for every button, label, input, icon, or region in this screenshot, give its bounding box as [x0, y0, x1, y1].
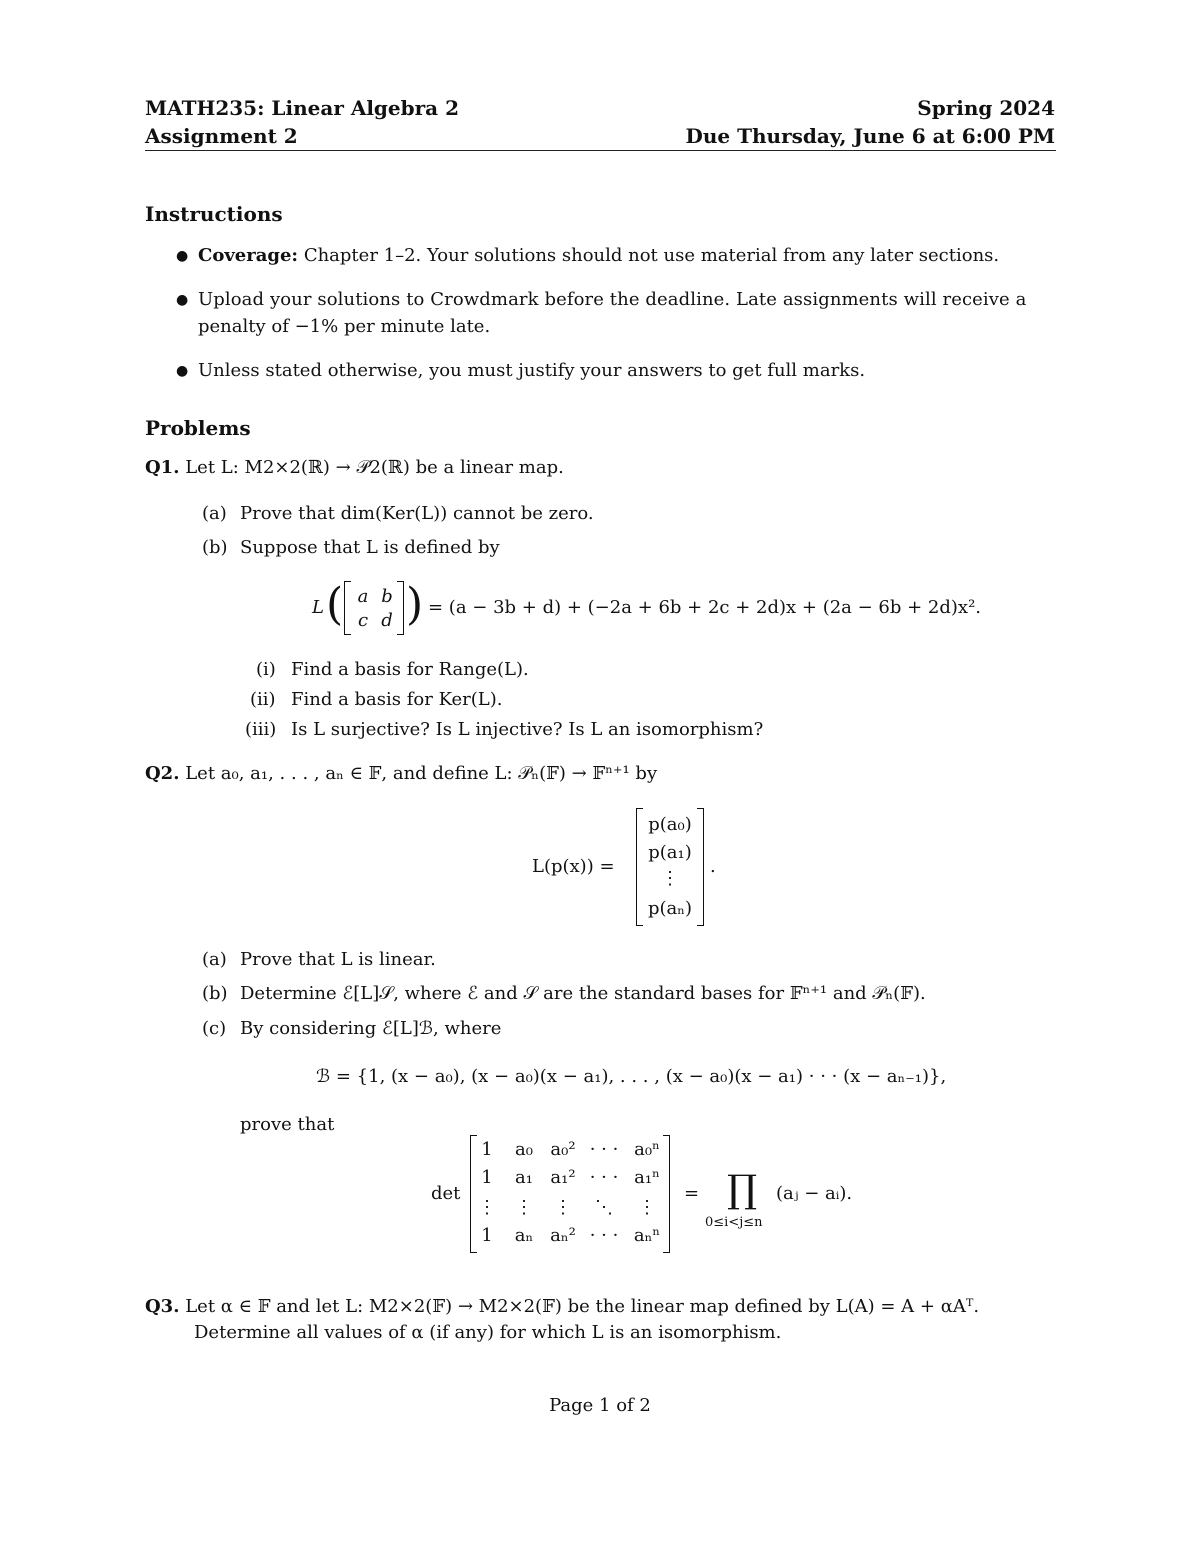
course-title: MATH235: Linear Algebra 2: [145, 96, 460, 120]
instruction-text: Chapter 1–2. Your solutions should not use material from any later sections.: [303, 245, 1000, 266]
q2-formula-lhs: L(p(x)) =: [532, 856, 615, 877]
matrix-entry: 1: [481, 1167, 493, 1188]
problems-heading: Problems: [145, 416, 251, 440]
matrix-entry: 1: [481, 1225, 493, 1246]
matrix-entry: · · ·: [589, 1225, 619, 1246]
left-paren: (: [326, 579, 344, 630]
matrix-entry: a₀ⁿ: [634, 1139, 660, 1160]
q1-iii-text: Is L surjective? Is L injective? Is L an isomorphism?: [291, 719, 764, 740]
q1-ii-text: Find a basis for Ker(L).: [291, 689, 503, 710]
bullet-icon: ●: [176, 292, 189, 308]
q2-vector: [636, 808, 704, 926]
matrix-entry: a₁: [515, 1167, 533, 1188]
instruction-item: [198, 245, 999, 266]
matrix-entry: b: [381, 586, 393, 607]
instruction-text: Upload your solutions to Crowdmark before the deadline. Late assignments will receive a: [198, 289, 1027, 310]
vector-entry: ⋮: [661, 868, 679, 889]
q1-formula-rhs: = (a − 3b + d) + (−2a + 6b + 2c + 2d)x + (2a − 6b + 2d)x².: [428, 597, 982, 618]
q1-b-label: (b): [202, 537, 228, 558]
q1-i-label: (i): [256, 659, 276, 680]
q2-c-label: (c): [202, 1018, 227, 1039]
page-number: Page 1 of 2: [549, 1395, 651, 1416]
instruction-text-cont: penalty of −1% per minute late.: [198, 316, 491, 337]
q2-label: Q2.: [145, 763, 180, 784]
q2-statement: [145, 763, 657, 784]
q1-a-text: Prove that dim(Ker(L)) cannot be zero.: [240, 503, 594, 524]
matrix-entry: a: [357, 586, 369, 607]
matrix-entry: ⋱: [595, 1197, 613, 1218]
matrix-entry: a₀: [515, 1139, 533, 1160]
matrix-entry: a₁ⁿ: [634, 1167, 660, 1188]
q3-statement: [145, 1296, 979, 1317]
matrix-entry: a₁²: [550, 1167, 576, 1188]
q2-a-label: (a): [202, 949, 227, 970]
q2-c-text: By considering ℰ[L]ℬ, where: [240, 1018, 502, 1039]
matrix-entry: a₀²: [550, 1139, 576, 1160]
q1-formula-lhs: L: [312, 597, 324, 618]
matrix-entry: aₙ: [514, 1225, 534, 1246]
matrix-entry: d: [381, 610, 393, 631]
q2-b-text: Determine ℰ[L]𝒮, where ℰ and 𝒮 are the standard bases for 𝔽ⁿ⁺¹ and 𝒫ₙ(𝔽).: [240, 983, 926, 1004]
q2-formula-end: .: [710, 856, 716, 877]
product-symbol: ∏: [727, 1167, 758, 1211]
matrix-entry: aₙ²: [550, 1225, 576, 1246]
vector-entry: p(aₙ): [647, 898, 693, 919]
q1-statement: [145, 457, 564, 478]
product-term: (aⱼ − aᵢ).: [776, 1183, 853, 1204]
q2-b-label: (b): [202, 983, 228, 1004]
q3-text: Let α ∈ 𝔽 and let L: M2×2(𝔽) → M2×2(𝔽) be the linear map defined by L(A) = A + αAᵀ.: [185, 1296, 980, 1317]
q2-basis: ℬ = {1, (x − a₀), (x − a₀)(x − a₁), . . . , (x − a₀)(x − a₁) · · · (x − aₙ₋₁)},: [316, 1066, 947, 1087]
vector-entry: p(a₀): [648, 814, 692, 835]
det-operator: det: [431, 1183, 461, 1204]
q1-ii-label: (ii): [250, 689, 276, 710]
q2-text: Let a₀, a₁, . . . , aₙ ∈ 𝔽, and define L: 𝒫ₙ(𝔽) → 𝔽ⁿ⁺¹ by: [185, 763, 658, 784]
matrix-entry: ⋮: [554, 1197, 572, 1218]
q1-b-text: Suppose that L is defined by: [240, 537, 500, 558]
matrix-entry: ⋮: [515, 1197, 533, 1218]
term: Spring 2024: [917, 96, 1055, 120]
equals-sign: =: [684, 1183, 700, 1204]
q1-matrix: [344, 581, 404, 635]
matrix-entry: · · ·: [589, 1139, 619, 1160]
q2-a-text: Prove that L is linear.: [240, 949, 436, 970]
product-index: 0≤i<j≤n: [705, 1215, 763, 1230]
right-paren: ): [406, 579, 424, 630]
matrix-entry: ⋮: [478, 1197, 496, 1218]
q2-prove-that: prove that: [240, 1114, 335, 1135]
matrix-entry: aₙⁿ: [633, 1225, 661, 1246]
q1-text: Let L: M2×2(ℝ) → 𝒫2(ℝ) be a linear map.: [185, 457, 564, 478]
q1-iii-label: (iii): [245, 719, 277, 740]
vandermonde-matrix: [470, 1135, 670, 1253]
q1-a-label: (a): [202, 503, 227, 524]
q3-label: Q3.: [145, 1296, 180, 1317]
header-rule: [145, 150, 1056, 151]
bullet-icon: ●: [176, 363, 189, 379]
q3-text-cont: Determine all values of α (if any) for which L is an isomorphism.: [194, 1322, 782, 1343]
assignment-title: Assignment 2: [145, 124, 298, 148]
q1-label: Q1.: [145, 457, 180, 478]
q1-i-text: Find a basis for Range(L).: [291, 659, 529, 680]
instruction-text: Unless stated otherwise, you must justify your answers to get full marks.: [198, 360, 866, 381]
instructions-heading: Instructions: [145, 202, 283, 226]
matrix-entry: c: [357, 610, 369, 631]
matrix-entry: · · ·: [589, 1167, 619, 1188]
matrix-entry: 1: [481, 1139, 493, 1160]
vector-entry: p(a₁): [648, 842, 692, 863]
matrix-entry: ⋮: [638, 1197, 656, 1218]
due-date: Due Thursday, June 6 at 6:00 PM: [685, 124, 1055, 148]
instruction-lead: Coverage:: [198, 245, 299, 266]
bullet-icon: ●: [176, 248, 189, 264]
